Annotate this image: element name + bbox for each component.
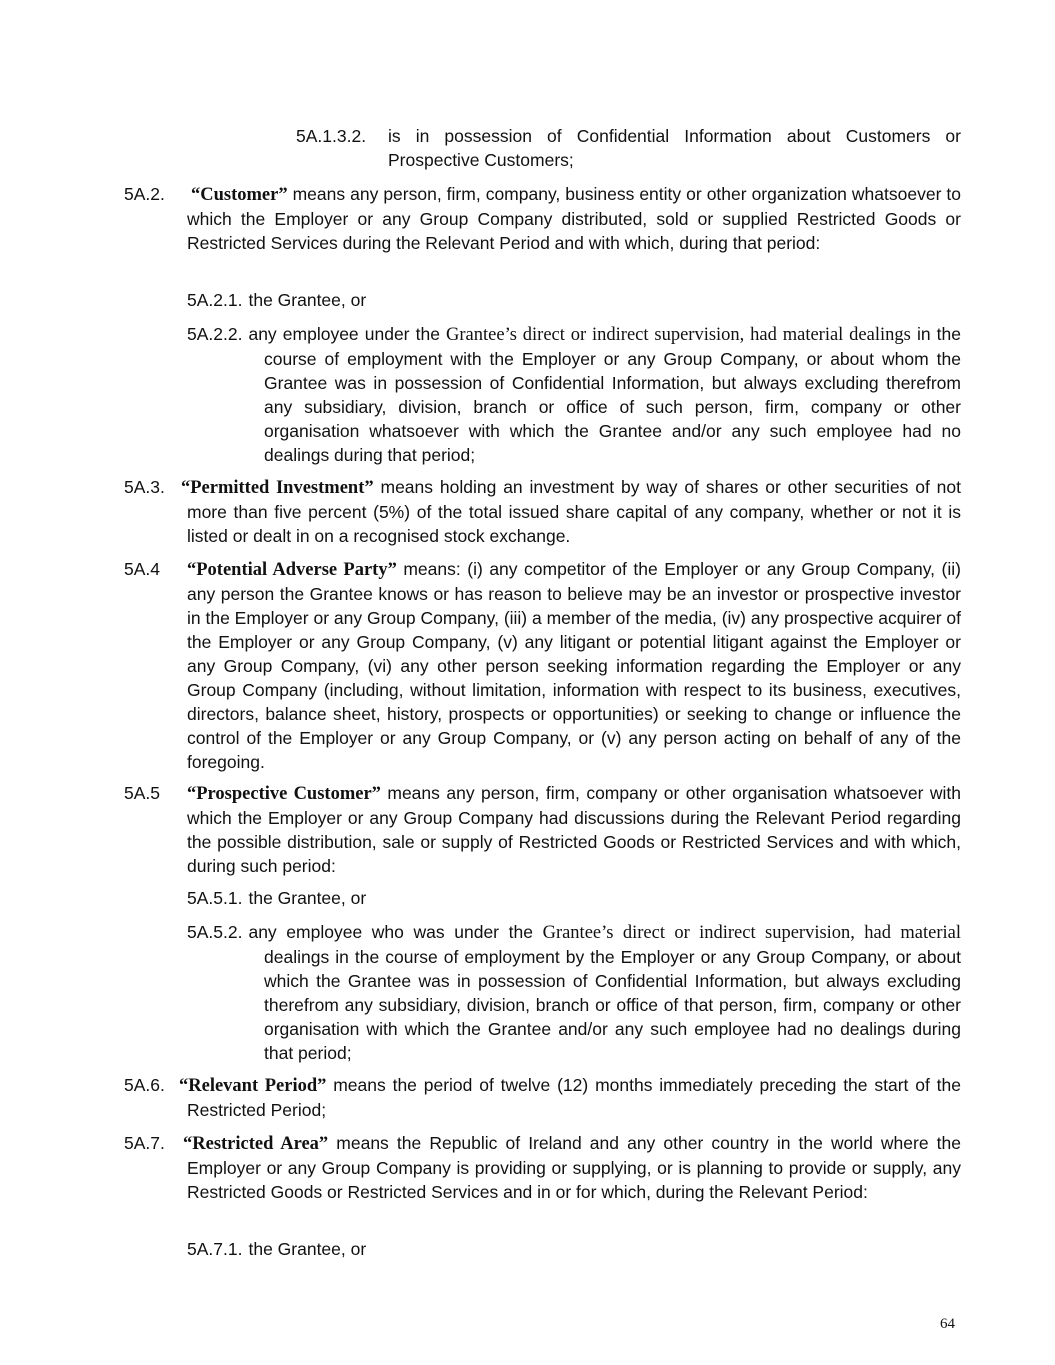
clause-text-serif: Grantee’s direct or indirect supervision, had material dealings bbox=[446, 325, 911, 345]
clause-text-serif: Grantee’s direct or indirect supervision, had material bbox=[542, 923, 962, 943]
clause-number: 5A.5 bbox=[124, 783, 160, 803]
definition-restricted-area bbox=[183, 1131, 961, 1204]
defined-term: “Permitted Investment” bbox=[181, 478, 374, 498]
page-number: 64 bbox=[940, 1316, 955, 1332]
definition-prospective-customer bbox=[187, 781, 961, 878]
clause-text: is in possession of Confidential Information about Customers or Prospective Customers; bbox=[388, 126, 961, 170]
definition-customer bbox=[187, 182, 961, 255]
clause-number: 5A.7.1. bbox=[187, 1239, 243, 1259]
clause-text: in the course of employment with the Employer or any Group Company, or about whom the Grantee was in possession of Confidential Information, but always excluding therefrom any subsidiary, division, branch or office of such person, firm, company or other organisation whatsoever with which the Grantee and/or any such employee had no dealings during that period; bbox=[264, 324, 961, 465]
clause-number: 5A.3. bbox=[124, 477, 165, 497]
definition-potential-adverse-party bbox=[187, 557, 961, 774]
clause-number: 5A.2.2. bbox=[187, 324, 243, 344]
clause-text: any employee under the bbox=[248, 324, 447, 344]
clause-number: 5A.5.1. bbox=[187, 888, 243, 908]
definition-permitted-investment bbox=[181, 475, 962, 548]
definition-relevant-period bbox=[179, 1073, 961, 1122]
clause-text: any employee who was under the bbox=[248, 922, 543, 942]
definition-text: means: (i) any competitor of the Employer or any Group Company, (ii) any person the Grantee knows or has reason to believe may be an investor or prospective investor in the Employer or any Group Company, (iii) a member of the media, (iv) any prospective acquirer of the Employer or any Group Company, (v) any litigant or potential litigant against the Employer or any Group Company, (vi) any other person seeking information regarding the Employer or any Group Company (including, without limitation, information with respect to its business, executives, directors, balance sheet, history, prospects or opportunities) or seeking to change or influence the control of the Employer or any Group Company, or (v) any person acting on behalf of any of the foregoing. bbox=[187, 559, 961, 772]
clause-text: the Grantee, or bbox=[248, 290, 367, 310]
clause-number: 5A.5.2. bbox=[187, 922, 243, 942]
sub-clause bbox=[187, 1237, 961, 1261]
clause-text: the Grantee, or bbox=[248, 888, 367, 908]
definition-text: means the period of twelve (12) months immediately preceding the start of the Restricted Period; bbox=[187, 1075, 961, 1120]
clause-number: 5A.2.1. bbox=[187, 290, 243, 310]
clause-number: 5A.7. bbox=[124, 1133, 165, 1153]
definition-text: means any person, firm, company, business entity or other organization whatsoever to which the Employer or any Group Company distributed, sold or supplied Restricted Goods or Restricted Services during the Relevant Period and with which, during that period: bbox=[187, 184, 961, 253]
defined-term: “Prospective Customer” bbox=[187, 784, 381, 804]
clause-number: 5A.6. bbox=[124, 1075, 165, 1095]
sub-clause bbox=[187, 920, 962, 1065]
definition-text: means any person, firm, company or other organisation whatsoever with which the Employer or any Group Company had discussions during the Relevant Period regarding the possible distribution, sale or supply of Restricted Goods or Restricted Services and with which, during such period: bbox=[187, 783, 961, 876]
sub-clause bbox=[187, 288, 961, 312]
clause-text: dealings in the course of employment by the Employer or any Group Company, or about which the Grantee was in possession of Confidential Information, but always excluding therefrom any subsidiary, division, branch or office of that person, firm, company or other organisation with which the Grantee and/or any such employee had no dealings during that period; bbox=[264, 947, 961, 1063]
defined-term: “Restricted Area” bbox=[183, 1134, 329, 1154]
definition-text: means holding an investment by way of shares or other securities of not more than five percent (5%) of the total issued share capital of any company, whether or not it is listed or dealt in on a recognised stock exchange. bbox=[187, 477, 962, 546]
clause-text: the Grantee, or bbox=[248, 1239, 367, 1259]
defined-term: “Customer” bbox=[191, 185, 288, 205]
defined-term: “Relevant Period” bbox=[179, 1076, 327, 1096]
definition-text: means the Republic of Ireland and any other country in the world where the Employer or any Group Company is providing or supplying, or is planning to provide or supply, any Restricted Goods or Restricted Services and in or for which, during the Relevant Period: bbox=[187, 1133, 961, 1202]
clause-number: 5A.2. bbox=[124, 184, 165, 204]
clause-number: 5A.1.3.2. bbox=[296, 126, 367, 146]
sub-clause bbox=[187, 322, 961, 467]
defined-term: “Potential Adverse Party” bbox=[187, 560, 397, 580]
clause-number: 5A.4 bbox=[124, 559, 160, 579]
sub-clause bbox=[187, 886, 961, 910]
